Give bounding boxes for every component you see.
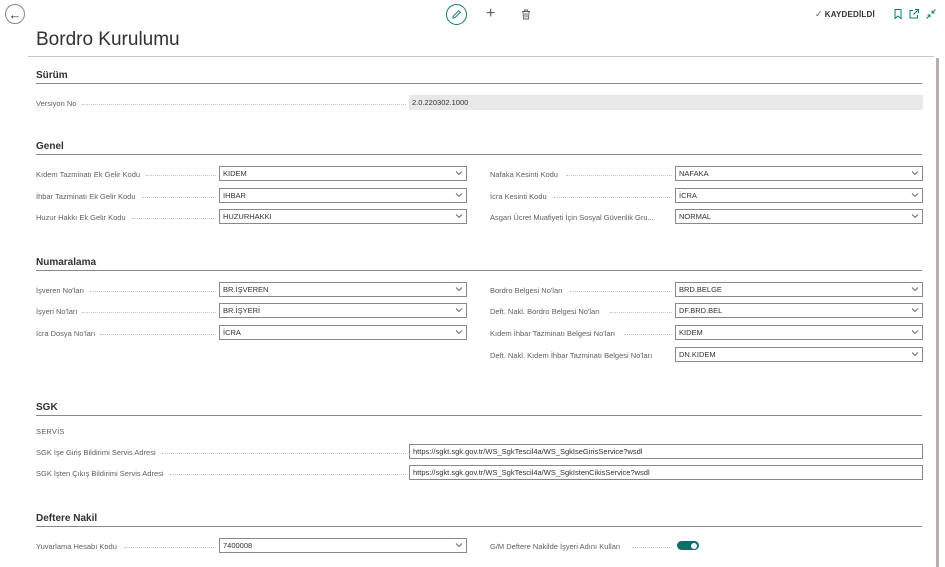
- leader-dots: [90, 291, 216, 292]
- leader-dots: [124, 547, 216, 548]
- leader-dots: [142, 197, 216, 198]
- leader-dots: [570, 291, 672, 292]
- chevron-down-icon: [911, 328, 919, 336]
- checkmark-icon: ✓: [815, 9, 823, 19]
- section-surum-title[interactable]: Sürüm: [36, 70, 68, 81]
- leader-dots: [146, 175, 216, 176]
- scrollbar[interactable]: [936, 58, 939, 567]
- leader-dots: [132, 218, 216, 219]
- subsection-servis-title: SERVİS: [36, 427, 65, 436]
- field-label-deft-nakl-bordro-belgesi-no: Deft. Nakl. Bordro Belgesi No'ları: [490, 307, 600, 316]
- field-label-version: Versiyon No: [36, 99, 77, 108]
- kidem-ihbar-belgesi-no-select[interactable]: [675, 325, 923, 340]
- field-label-huzur-hakki: Huzur Hakkı Ek Gelir Kodu: [36, 213, 126, 222]
- select-value: DN.KIDEM: [679, 350, 716, 359]
- field-label-kidem-tazminati: Kıdem Tazminatı Ek Gelir Kodu: [36, 170, 141, 179]
- field-label-isten-cikis-servis: SGK İşten Çıkış Bildirimi Servis Adresi: [36, 469, 164, 478]
- chevron-down-icon: [455, 306, 463, 314]
- plus-icon: +: [486, 5, 496, 22]
- saved-label: KAYDEDİLDİ: [824, 10, 875, 19]
- page-title: Bordro Kurulumu: [36, 29, 180, 50]
- nafaka-select[interactable]: [675, 166, 923, 181]
- select-value: DF.BRD.BEL: [679, 306, 723, 315]
- select-value: İCRA: [679, 191, 697, 200]
- select-value: NORMAL: [679, 212, 712, 221]
- section-divider: [36, 270, 922, 271]
- collapse-icon[interactable]: [925, 8, 937, 20]
- field-label-nafaka: Nafaka Kesinti Kodu: [490, 170, 558, 179]
- section-divider: [36, 83, 922, 84]
- trash-icon: [521, 9, 531, 20]
- chevron-down-icon: [455, 541, 463, 549]
- select-value: IHBAR: [223, 191, 246, 200]
- icra-kesinti-select[interactable]: [675, 188, 923, 203]
- field-label-icra-dosya-no: İcra Dosya No'ları: [36, 329, 96, 338]
- open-new-window-icon[interactable]: [908, 8, 920, 20]
- leader-dots: [82, 312, 216, 313]
- new-button[interactable]: [486, 6, 495, 22]
- select-value: NAFAKA: [679, 169, 709, 178]
- kidem-tazminati-select[interactable]: [219, 166, 467, 181]
- select-value: KIDEM: [223, 169, 247, 178]
- chevron-down-icon: [911, 350, 919, 358]
- field-label-kidem-ihbar-belgesi-no: Kıdem İhbar Tazminatı Belgesi No'ları: [490, 329, 616, 338]
- section-deftere-nakil-title[interactable]: Deftere Nakil: [36, 513, 98, 524]
- input-value: https://sgkt.sgk.gov.tr/WS_SgkTescil4a/WS_SgkIseGirisService?wsdl: [413, 447, 643, 456]
- leader-dots: [162, 453, 406, 454]
- select-value: BRD.BELGE: [679, 285, 722, 294]
- field-label-isveren-no: İşveren No'ları: [36, 286, 85, 295]
- chevron-down-icon: [455, 169, 463, 177]
- chevron-down-icon: [911, 169, 919, 177]
- pencil-icon: [451, 9, 462, 20]
- back-button[interactable]: [5, 4, 25, 24]
- field-label-ise-giris-servis: SGK İşe Giriş Bildirimi Servis Adresi: [36, 448, 156, 457]
- chevron-down-icon: [911, 212, 919, 220]
- isten-cikis-servis-input[interactable]: [409, 465, 923, 480]
- delete-button[interactable]: [521, 7, 531, 25]
- version-value: 2.0.220302.1000: [412, 98, 469, 107]
- asgari-ucret-select[interactable]: [675, 209, 923, 224]
- isveren-no-select[interactable]: [219, 282, 467, 297]
- edit-button[interactable]: [446, 4, 467, 25]
- icra-dosya-no-select[interactable]: [219, 325, 467, 340]
- select-value: BR.İŞVEREN: [223, 285, 269, 294]
- section-numaralama-title[interactable]: Numaralama: [36, 257, 97, 268]
- yuvarlama-hesabi-select[interactable]: [219, 538, 467, 553]
- chevron-down-icon: [455, 285, 463, 293]
- section-divider: [36, 154, 922, 155]
- leader-dots: [82, 104, 406, 105]
- saved-status: [815, 9, 875, 20]
- leader-dots: [100, 334, 216, 335]
- bookmark-icon[interactable]: [892, 8, 904, 20]
- section-genel-title[interactable]: Genel: [36, 141, 64, 152]
- input-value: https://sgkt.sgk.gov.tr/WS_SgkTescil4a/WS_SgkIstenCikisService?wsdl: [413, 468, 650, 477]
- chevron-down-icon: [911, 285, 919, 293]
- field-label-bordro-belgesi-no: Bordro Belgesi No'ları: [490, 286, 563, 295]
- select-value: 7400008: [223, 541, 253, 550]
- field-label-isyeri-no: İşyeri No'ları: [36, 307, 78, 316]
- section-sgk-title[interactable]: SGK: [36, 402, 58, 413]
- isyeri-adini-kullan-toggle[interactable]: [677, 541, 699, 550]
- arrow-left-icon: ←: [8, 6, 22, 22]
- deft-nakl-kidem-ihbar-belgesi-no-select[interactable]: [675, 347, 923, 362]
- select-value: İCRA: [223, 328, 241, 337]
- field-label-yuvarlama-hesabi: Yuvarlama Hesabı Kodu: [36, 542, 117, 551]
- field-label-asgari-ucret: Asgari Ücret Muafiyeti İçin Sosyal Güvenlik Gru...: [490, 213, 654, 222]
- chevron-down-icon: [911, 191, 919, 199]
- ihbar-tazminati-select[interactable]: [219, 188, 467, 203]
- field-label-isyeri-adini-kullan: G/M Deftere Nakilde İşyeri Adını Kullan: [490, 542, 621, 551]
- leader-dots: [610, 312, 672, 313]
- chevron-down-icon: [455, 212, 463, 220]
- deft-nakl-bordro-belgesi-no-select[interactable]: [675, 303, 923, 318]
- section-divider: [36, 526, 922, 527]
- field-label-ihbar-tazminati: İhbar Tazminatı Ek Gelir Kodu: [36, 192, 136, 201]
- chevron-down-icon: [455, 191, 463, 199]
- leader-dots: [624, 334, 672, 335]
- chevron-down-icon: [911, 306, 919, 314]
- section-divider: [36, 415, 922, 416]
- chevron-down-icon: [455, 328, 463, 336]
- leader-dots: [554, 197, 672, 198]
- select-value: BR.İŞYERİ: [223, 306, 261, 315]
- select-value: HUZURHAKKI: [223, 212, 272, 221]
- ise-giris-servis-input[interactable]: [409, 444, 923, 459]
- leader-dots: [566, 175, 672, 176]
- title-divider: [28, 56, 934, 57]
- isyeri-no-select[interactable]: [219, 303, 467, 318]
- huzur-hakki-select[interactable]: [219, 209, 467, 224]
- leader-dots: [170, 474, 406, 475]
- bordro-belgesi-no-select[interactable]: [675, 282, 923, 297]
- toggle-knob: [691, 543, 697, 549]
- select-value: KIDEM: [679, 328, 703, 337]
- leader-dots: [632, 547, 672, 548]
- field-label-deft-nakl-kidem-ihbar-belgesi-no: Deft. Nakl. Kıdem İhbar Tazminatı Belgesi No'ları: [490, 351, 653, 360]
- field-label-icra-kesinti: İcra Kesinti Kodu: [490, 192, 547, 201]
- version-field: [409, 95, 923, 110]
